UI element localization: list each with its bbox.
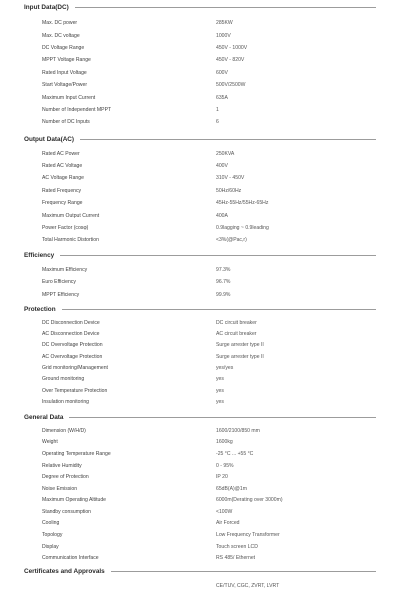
spec-label: DC Overvoltage Protection (42, 342, 103, 349)
spec-label: Ground monitoring (42, 376, 85, 383)
spec-row (0, 385, 400, 396)
spec-row (0, 276, 400, 288)
spec-label: Rated AC Voltage (42, 163, 83, 170)
spec-row (0, 160, 400, 172)
spec-row (0, 374, 400, 385)
spec-label: Rated AC Power (42, 150, 80, 157)
spec-row (0, 172, 400, 184)
spec-label: Over Temperature Protection (42, 387, 108, 394)
spec-label: Grid monitoring/Management (42, 365, 108, 372)
section-title: General Data (24, 413, 64, 421)
section-title: Output Data(AC) (24, 135, 75, 143)
spec-row (0, 328, 400, 339)
spec-value: 285KW (216, 20, 233, 27)
spec-value: 0.9lagging ~ 0.9leading (216, 225, 269, 232)
spec-value: <3%(@Pac,r) (216, 237, 247, 244)
spec-value: 450V - 820V (216, 57, 245, 64)
spec-value: Touch screen LCD (216, 543, 258, 550)
spec-row (0, 42, 400, 54)
spec-row (0, 362, 400, 373)
spec-row (0, 288, 400, 300)
spec-label: Noise Emission (42, 485, 78, 492)
spec-label: Maximum Input Current (42, 94, 96, 101)
spec-row (0, 104, 400, 116)
spec-label: AC Overvoltage Protection (42, 353, 103, 360)
spec-label: Operating Temperature Range (42, 450, 111, 457)
spec-label: Cooling (42, 520, 60, 527)
spec-label: Max. DC voltage (42, 32, 80, 39)
spec-label: MPPT Voltage Range (42, 57, 91, 64)
spec-value: -25 °C ... +55 °C (216, 450, 254, 457)
spec-value: IP 20 (216, 474, 228, 481)
spec-rows (0, 264, 400, 301)
spec-value: yes (216, 376, 224, 383)
section-protection (0, 303, 400, 408)
spec-row (0, 471, 400, 483)
spec-row (0, 197, 400, 209)
spec-rows (0, 425, 400, 564)
spec-value: 45Hz-55Hz/55Hz-65Hz (216, 200, 269, 207)
spec-row (0, 460, 400, 472)
spec-label: Max. DC power (42, 20, 78, 27)
section-title: Certificates and Approvals (24, 568, 105, 576)
spec-rows (0, 148, 400, 247)
spec-value: 99.9% (216, 291, 231, 298)
spec-label: Dimension (W/H/D) (42, 427, 86, 434)
spec-row (0, 148, 400, 160)
spec-label: Maximum Operating Altitude (42, 497, 106, 504)
section-title: Input Data(DC) (24, 4, 69, 11)
section-output-ac (0, 133, 400, 247)
spec-label: Display (42, 543, 59, 550)
section-general-data (0, 411, 400, 564)
spec-row (0, 91, 400, 103)
spec-value: Surge arrester type II (216, 342, 264, 349)
spec-row (0, 185, 400, 197)
spec-value: 96.7% (216, 279, 231, 286)
spec-label: Maximum Output Current (42, 212, 100, 219)
spec-value: 450V - 1000V (216, 44, 248, 51)
spec-row (0, 264, 400, 276)
spec-label: Relative Humidity (42, 462, 82, 469)
spec-label: Communication Interface (42, 555, 99, 562)
spec-value: RS 485/ Ethernet (216, 555, 256, 562)
spec-value: yes (216, 387, 224, 394)
spec-value: 97.3% (216, 266, 231, 273)
spec-row (0, 79, 400, 91)
spec-rows (0, 580, 400, 592)
spec-row (0, 67, 400, 79)
spec-row (0, 483, 400, 495)
spec-label: AC Voltage Range (42, 175, 84, 182)
spec-row (0, 209, 400, 221)
spec-value: yes/yes (216, 365, 234, 372)
spec-label: DC Disconnection Device (42, 319, 100, 326)
spec-value: 6 (216, 119, 219, 126)
spec-row (0, 437, 400, 449)
spec-value: 310V - 450V (216, 175, 245, 182)
spec-row (0, 29, 400, 41)
spec-value: 1600kg (216, 439, 233, 446)
spec-sheet (0, 1, 400, 599)
spec-label: Frequency Range (42, 200, 83, 207)
section-header (0, 565, 400, 578)
spec-value: 600V (216, 69, 228, 76)
section-header (0, 249, 400, 262)
spec-label: Power Factor (cosφ) (42, 225, 89, 232)
spec-label: Rated Input Voltage (42, 69, 87, 76)
spec-value: 635A (216, 94, 228, 101)
spec-row (0, 17, 400, 29)
section-header (0, 411, 400, 424)
section-title: Efficiency (24, 251, 55, 259)
spec-row (0, 506, 400, 518)
section-title: Protection (24, 305, 56, 313)
spec-label: Rated Frequency (42, 187, 82, 194)
spec-row (0, 317, 400, 328)
spec-row (0, 580, 400, 592)
spec-value: 1000V (216, 32, 231, 39)
spec-label: Insulation monitoring (42, 399, 90, 406)
section-divider (111, 571, 376, 572)
spec-value: 1 (216, 106, 219, 113)
spec-label: Weight (42, 439, 58, 446)
spec-label: DC Voltage Range (42, 44, 85, 51)
spec-row (0, 495, 400, 507)
spec-label: Number of DC Inputs (42, 119, 90, 126)
spec-row (0, 529, 400, 541)
spec-row (0, 340, 400, 351)
section-header (0, 133, 400, 146)
spec-row (0, 552, 400, 564)
spec-label: MPPT Efficiency (42, 291, 80, 298)
spec-row (0, 116, 400, 128)
section-input-dc (0, 1, 400, 129)
spec-label: Start Voltage/Power (42, 82, 88, 89)
spec-row (0, 397, 400, 408)
spec-value: 65dB(A)@1m (216, 485, 247, 492)
spec-rows (0, 317, 400, 408)
spec-row (0, 222, 400, 234)
spec-value: 50Hz/60Hz (216, 187, 242, 194)
spec-value: Surge arrester type II (216, 353, 264, 360)
spec-label: Degree of Protection (42, 474, 89, 481)
spec-value: yes (216, 399, 224, 406)
spec-row (0, 541, 400, 553)
spec-value: CE/TUV, CGC, ZVRT, LVRT (216, 583, 280, 590)
spec-label: Euro Efficiency (42, 279, 76, 286)
section-certificates (0, 565, 400, 592)
spec-row (0, 425, 400, 437)
spec-label: Topology (42, 532, 63, 539)
section-header (0, 1, 400, 14)
spec-value: 250KVA (216, 150, 235, 157)
section-divider (60, 255, 376, 256)
spec-value: 6000m(Derating over 3000m) (216, 497, 283, 504)
spec-value: Air Forced (216, 520, 240, 527)
spec-value: <100W (216, 508, 233, 515)
spec-rows (0, 17, 400, 129)
spec-row (0, 234, 400, 246)
spec-value: 400A (216, 212, 228, 219)
section-divider (69, 417, 376, 418)
spec-row (0, 351, 400, 362)
spec-value: 400V (216, 163, 228, 170)
spec-label: Standby consumption (42, 508, 91, 515)
section-divider (80, 139, 376, 140)
spec-value: Low Frequency Transformer (216, 532, 280, 539)
spec-value: AC circuit breaker (216, 330, 257, 337)
spec-row (0, 448, 400, 460)
spec-value: 500V/2500W (216, 82, 246, 89)
section-header (0, 303, 400, 316)
spec-label: Maximum Efficiency (42, 266, 88, 273)
spec-label: Total Harmonic Distortion (42, 237, 99, 244)
spec-value: 0 - 95% (216, 462, 234, 469)
section-divider (75, 7, 376, 8)
spec-row (0, 518, 400, 530)
section-divider (62, 309, 376, 310)
spec-value: DC circuit breaker (216, 319, 257, 326)
spec-label: Number of Independent MPPT (42, 106, 112, 113)
section-efficiency (0, 249, 400, 301)
spec-value: 1600/2100/850 mm (216, 427, 260, 434)
spec-row (0, 54, 400, 66)
spec-label: AC Disconnection Device (42, 330, 100, 337)
